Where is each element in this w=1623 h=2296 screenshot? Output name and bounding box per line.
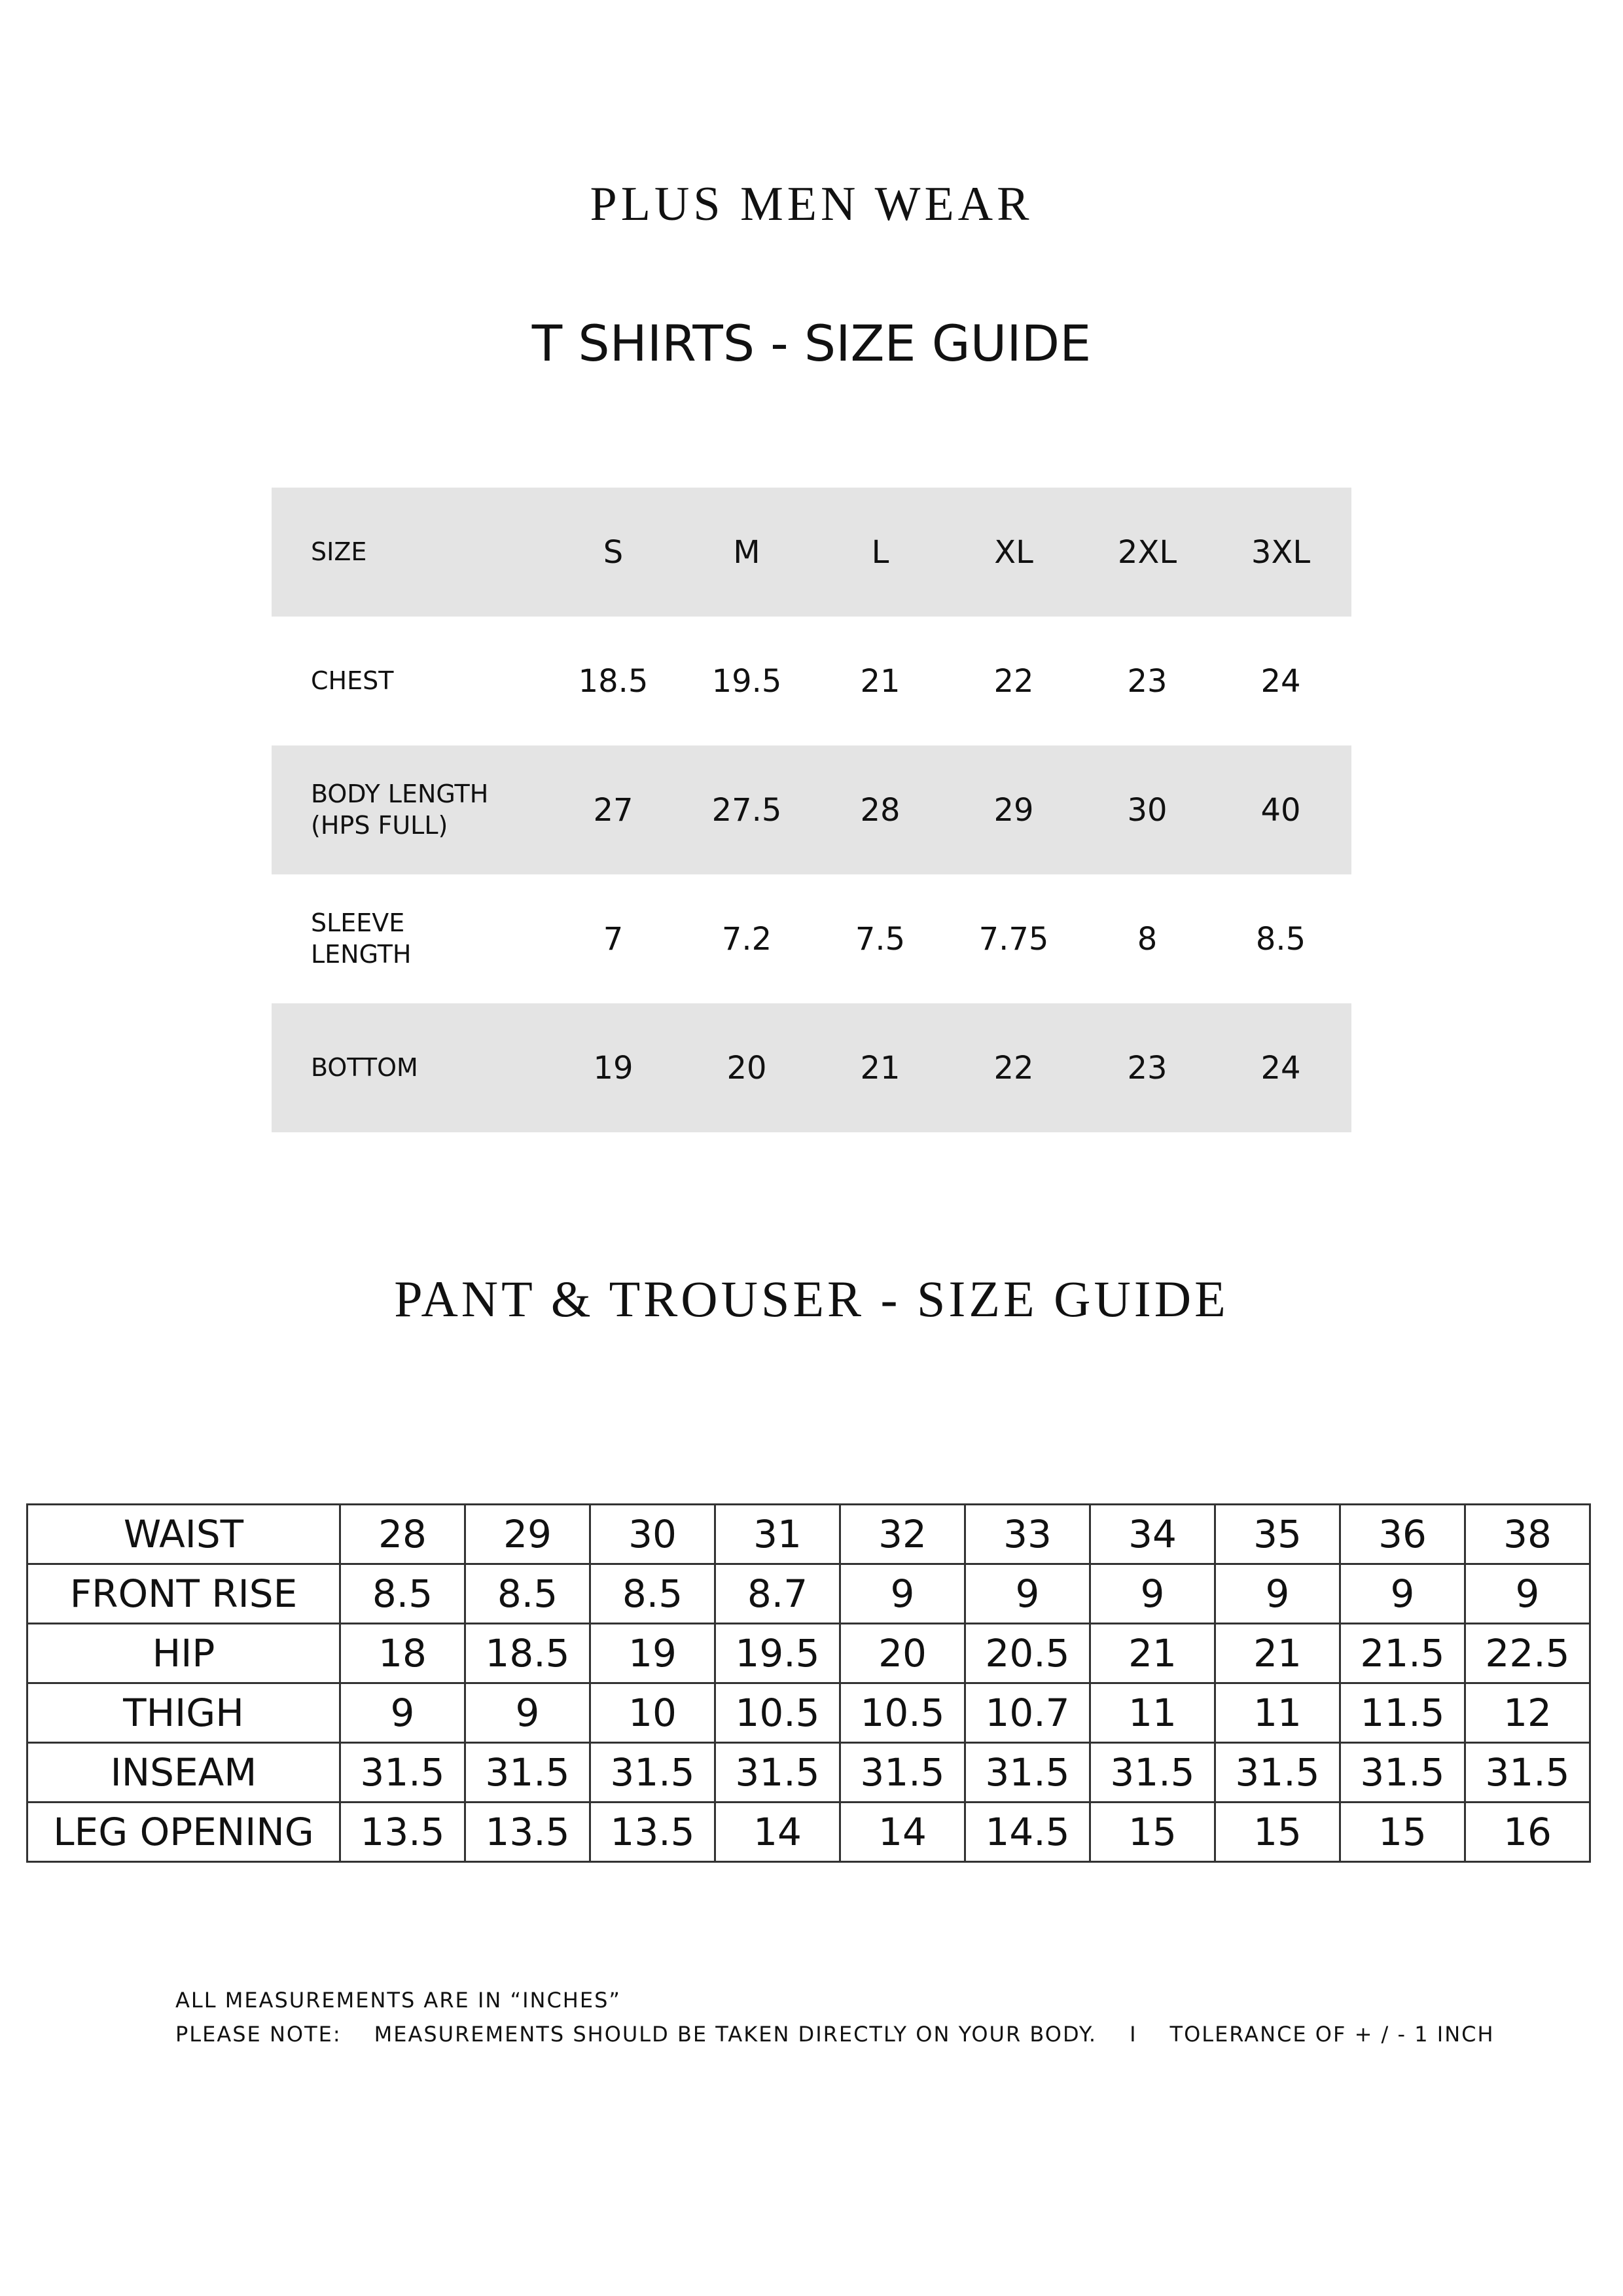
tshirt-size-table <box>272 488 1351 1132</box>
pant-value-cell: 11 <box>1215 1683 1340 1743</box>
pant-row-leg-opening <box>27 1803 1590 1862</box>
pant-value-cell: 9 <box>340 1683 465 1743</box>
tshirt-value-cell: 18.5 <box>578 662 649 700</box>
tshirt-value-cell: 22 <box>993 1049 1034 1086</box>
tshirt-value-cell: 29 <box>993 791 1034 829</box>
pant-value-cell: 31.5 <box>715 1743 840 1803</box>
tshirt-value-cell: 20 <box>726 1049 767 1086</box>
tshirt-size-cell: 3XL <box>1251 533 1311 571</box>
pant-value-cell: 9 <box>965 1564 1090 1624</box>
pant-value-cell: 30 <box>590 1505 715 1564</box>
pant-row-inseam <box>27 1743 1590 1803</box>
tshirt-header-row <box>272 488 1351 617</box>
tshirt-size-cell: M <box>733 533 760 571</box>
tshirt-row-label: SLEEVE LENGTH <box>311 908 412 969</box>
pant-value-cell: 28 <box>340 1505 465 1564</box>
pant-value-cell: 31 <box>715 1505 840 1564</box>
measurement-notes <box>175 1983 1527 2051</box>
pant-size-table <box>26 1503 1591 1863</box>
tshirt-value-cell: 27.5 <box>711 791 782 829</box>
tshirt-value-cell: 19 <box>593 1049 633 1086</box>
pant-guide-title: PANT & TROUSER - SIZE GUIDE <box>394 1270 1229 1327</box>
tolerance-note: TOLERANCE OF + / - 1 INCH <box>1169 2022 1495 2047</box>
pant-value-cell: 31.5 <box>340 1743 465 1803</box>
pant-value-cell: 13.5 <box>340 1803 465 1862</box>
pant-row-label: HIP <box>27 1624 340 1683</box>
pant-value-cell: 36 <box>1340 1505 1465 1564</box>
pant-value-cell: 18.5 <box>465 1624 590 1683</box>
pant-row-label: WAIST <box>27 1505 340 1564</box>
pant-value-cell: 10.5 <box>715 1683 840 1743</box>
tshirt-value-cell: 7.75 <box>978 920 1049 958</box>
tshirt-value-cell: 28 <box>860 791 901 829</box>
pant-value-cell: 20 <box>840 1624 965 1683</box>
tshirt-row-label: BODY LENGTH (HPS FULL) <box>311 780 489 840</box>
please-note-label: PLEASE NOTE: <box>175 2022 342 2047</box>
tshirt-value-cell: 22 <box>993 662 1034 700</box>
tshirt-value-cell: 19.5 <box>711 662 782 700</box>
pant-row-label: FRONT RISE <box>27 1564 340 1624</box>
pant-value-cell: 22.5 <box>1465 1624 1590 1683</box>
pant-value-cell: 11.5 <box>1340 1683 1465 1743</box>
pant-value-cell: 38 <box>1465 1505 1590 1564</box>
pant-value-cell: 8.5 <box>465 1564 590 1624</box>
pant-value-cell: 13.5 <box>590 1803 715 1862</box>
pant-value-cell: 10 <box>590 1683 715 1743</box>
pant-row-label: LEG OPENING <box>27 1803 340 1862</box>
tshirt-row-label: CHEST <box>311 666 394 695</box>
tshirt-value-cell: 24 <box>1260 1049 1301 1086</box>
pant-value-cell: 11 <box>1090 1683 1215 1743</box>
pant-value-cell: 10.5 <box>840 1683 965 1743</box>
pant-value-cell: 9 <box>465 1683 590 1743</box>
tshirt-size-cell: XL <box>994 533 1033 571</box>
pant-row-thigh <box>27 1683 1590 1743</box>
pant-value-cell: 8.5 <box>590 1564 715 1624</box>
pant-value-cell: 19 <box>590 1624 715 1683</box>
tshirt-row-sleeve-length <box>272 874 1351 1003</box>
pant-value-cell: 31.5 <box>965 1743 1090 1803</box>
pant-value-cell: 21 <box>1215 1624 1340 1683</box>
pant-value-cell: 31.5 <box>1340 1743 1465 1803</box>
pant-value-cell: 15 <box>1215 1803 1340 1862</box>
tshirt-row-label: BOTTOM <box>311 1052 418 1082</box>
tshirt-guide-title: T SHIRTS - SIZE GUIDE <box>531 314 1092 372</box>
pant-value-cell: 9 <box>1340 1564 1465 1624</box>
pant-value-cell: 14.5 <box>965 1803 1090 1862</box>
tshirt-value-cell: 23 <box>1127 662 1168 700</box>
pant-value-cell: 31.5 <box>465 1743 590 1803</box>
pant-value-cell: 29 <box>465 1505 590 1564</box>
tshirt-value-cell: 8 <box>1137 920 1158 958</box>
tshirt-value-cell: 7.5 <box>855 920 906 958</box>
pant-value-cell: 31.5 <box>590 1743 715 1803</box>
tshirt-row-chest <box>272 617 1351 745</box>
please-note-line <box>175 2017 1527 2051</box>
pant-row-label: THIGH <box>27 1683 340 1743</box>
notes-separator: I <box>1130 2022 1137 2047</box>
pant-row-label: INSEAM <box>27 1743 340 1803</box>
tshirt-value-cell: 24 <box>1260 662 1301 700</box>
pant-value-cell: 9 <box>1465 1564 1590 1624</box>
pant-value-cell: 14 <box>840 1803 965 1862</box>
pant-value-cell: 16 <box>1465 1803 1590 1862</box>
pant-value-cell: 9 <box>840 1564 965 1624</box>
tshirt-value-cell: 7 <box>603 920 624 958</box>
tshirt-value-cell: 21 <box>860 1049 901 1086</box>
tshirt-value-cell: 23 <box>1127 1049 1168 1086</box>
tshirt-size-cell: S <box>603 533 624 571</box>
units-note: ALL MEASUREMENTS ARE IN “INCHES” <box>175 1988 621 2013</box>
tshirt-row-bottom <box>272 1003 1351 1132</box>
pant-value-cell: 19.5 <box>715 1624 840 1683</box>
pant-row-waist <box>27 1505 1590 1564</box>
pant-value-cell: 8.5 <box>340 1564 465 1624</box>
pant-value-cell: 34 <box>1090 1505 1215 1564</box>
pant-value-cell: 8.7 <box>715 1564 840 1624</box>
pant-value-cell: 15 <box>1340 1803 1465 1862</box>
tshirt-value-cell: 27 <box>593 791 633 829</box>
tshirt-value-cell: 21 <box>860 662 901 700</box>
tshirt-header-label: SIZE <box>311 537 367 566</box>
pant-value-cell: 10.7 <box>965 1683 1090 1743</box>
pant-value-cell: 14 <box>715 1803 840 1862</box>
tshirt-size-cell: 2XL <box>1117 533 1177 571</box>
tshirt-row-body-length <box>272 745 1351 874</box>
pant-value-cell: 12 <box>1465 1683 1590 1743</box>
measurement-instruction: MEASUREMENTS SHOULD BE TAKEN DIRECTLY ON YOUR BODY. <box>374 2022 1097 2047</box>
pant-value-cell: 31.5 <box>840 1743 965 1803</box>
pant-value-cell: 15 <box>1090 1803 1215 1862</box>
pant-value-cell: 33 <box>965 1505 1090 1564</box>
pant-row-front-rise <box>27 1564 1590 1624</box>
tshirt-value-cell: 40 <box>1260 791 1301 829</box>
pant-value-cell: 31.5 <box>1465 1743 1590 1803</box>
pant-value-cell: 31.5 <box>1090 1743 1215 1803</box>
tshirt-value-cell: 8.5 <box>1255 920 1306 958</box>
pant-value-cell: 20.5 <box>965 1624 1090 1683</box>
pant-value-cell: 13.5 <box>465 1803 590 1862</box>
pant-value-cell: 21.5 <box>1340 1624 1465 1683</box>
pant-row-hip <box>27 1624 1590 1683</box>
brand-title: PLUS MEN WEAR <box>590 177 1033 231</box>
pant-value-cell: 32 <box>840 1505 965 1564</box>
tshirt-value-cell: 30 <box>1127 791 1168 829</box>
pant-value-cell: 18 <box>340 1624 465 1683</box>
pant-value-cell: 35 <box>1215 1505 1340 1564</box>
tshirt-value-cell: 7.2 <box>721 920 772 958</box>
pant-value-cell: 9 <box>1090 1564 1215 1624</box>
pant-value-cell: 21 <box>1090 1624 1215 1683</box>
pant-value-cell: 31.5 <box>1215 1743 1340 1803</box>
pant-value-cell: 9 <box>1215 1564 1340 1624</box>
tshirt-size-cell: L <box>871 533 889 571</box>
